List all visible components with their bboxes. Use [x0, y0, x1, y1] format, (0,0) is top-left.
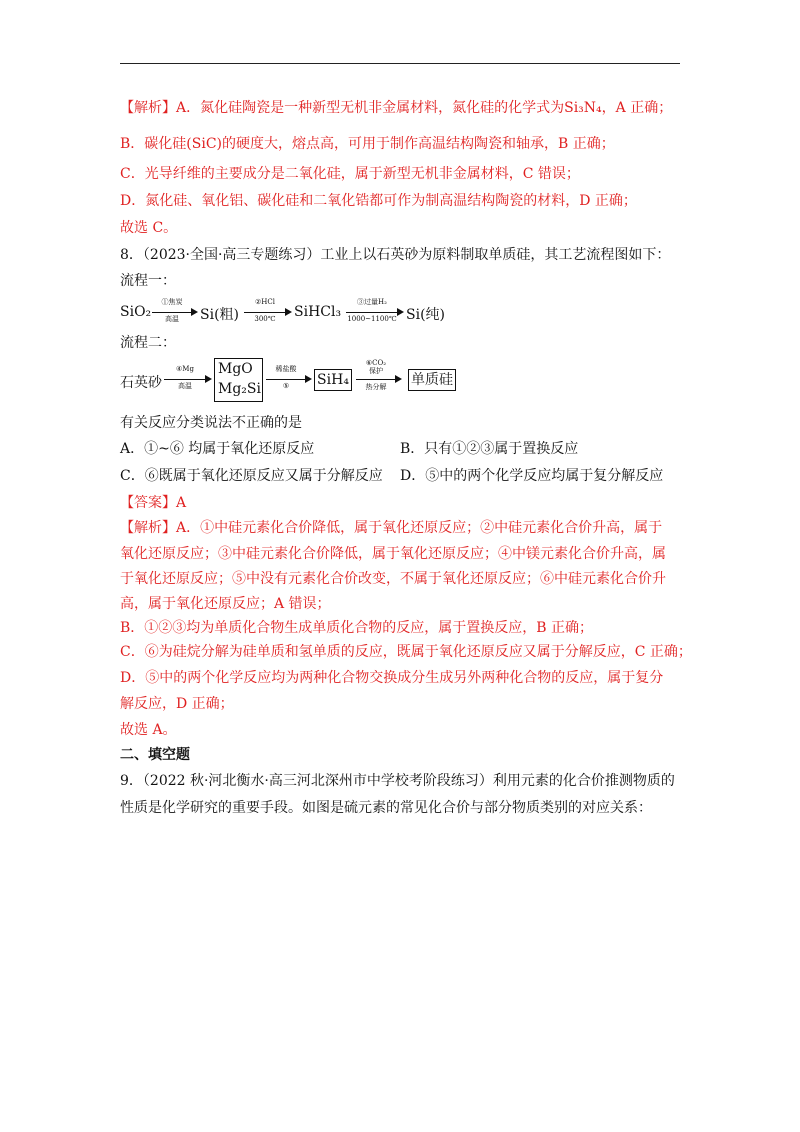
q8-option-c: C．⑥既属于氧化还原反应又属于分解反应	[120, 468, 383, 484]
q7-analysis-line-3: C．光导纤维的主要成分是二氧化硅，属于新型无机非金属材料，C 错误；	[120, 166, 580, 182]
flow2-arrow-3-gas: ⑥CO₂	[365, 359, 387, 367]
flow1-arrow-3-temp: 1000~1100℃	[347, 315, 397, 323]
flow1-arrow-3-condition: ③过量H₂	[357, 298, 387, 306]
q8-question: 有关反应分类说法不正确的是	[120, 415, 302, 431]
flow2-box1-line1: MgO	[218, 361, 253, 377]
q8-option-d: D．⑤中的两个化学反应均属于复分解反应	[400, 468, 664, 484]
flow2-label: 流程二：	[120, 335, 176, 351]
q8-analysis-line-2: 氧化还原反应；③中硅元素化合价降低，属于氧化还原反应；④中镁元素化合价升高，属	[120, 546, 666, 562]
flow1-node-sihcl3: SiHCl₃	[294, 304, 342, 320]
flow2-box-sih4: SiH₄	[314, 369, 352, 391]
flow2-arrow-3-decompose: 热分解	[365, 383, 387, 391]
header-rule	[120, 63, 680, 64]
q8-analysis-line-3: 于氧化还原反应；⑤中没有元素化合价改变，不属于氧化还原反应；⑥中硅元素化合价升	[120, 571, 666, 587]
q8-analysis-line-9: 故选 A。	[120, 722, 177, 738]
q9-line-2: 性质是化学研究的重要手段。如图是硫元素的常见化合价与部分物质类别的对应关系：	[120, 800, 652, 816]
q8-option-a: A．①~⑥ 均属于氧化还原反应	[120, 441, 315, 457]
section-title-fill-in: 二、填空题	[120, 747, 190, 763]
flow2-arrow-1-reagent: ④Mg	[176, 365, 194, 373]
flow1-arrow-2-temp: 300℃	[254, 315, 276, 323]
flow1-arrow-2	[244, 298, 292, 328]
flow1-arrow-1	[152, 298, 198, 328]
q8-analysis-line-6: C．⑥为硅烷分解为硅单质和氢单质的反应，既属于氧化还原反应又属于分解反应，C 正确；	[120, 644, 692, 660]
q7-analysis-line-2: B．碳化硅(SiC)的硬度大，熔点高，可用于制作高温结构陶瓷和轴承，B 正确；	[120, 136, 615, 152]
q8-analysis-line-7: D．⑤中的两个化学反应均为两种化合物交换成分生成另外两种化合物的反应，属于复分	[120, 670, 664, 686]
flow2-arrow-2-reagent: 稀盐酸	[275, 365, 297, 373]
process-flow-1	[120, 298, 520, 328]
process-flow-2	[120, 358, 520, 404]
q9-line-1: 9．（2022 秋·河北衡水·高三河北深州市中学校考阶段练习）利用元素的化合价推测物质的	[120, 773, 675, 789]
flow1-arrow-1-temp: 高温	[165, 315, 179, 323]
q8-analysis-line-4: 高，属于氧化还原反应；A 错误；	[120, 596, 331, 612]
flow2-node-quartz-sand: 石英砂	[120, 375, 162, 391]
flow2-box-mgo-mg2si	[214, 358, 263, 402]
flow1-node-pure-si: Si(纯)	[406, 307, 445, 323]
flow2-arrow-3-protect: 保护	[369, 367, 383, 375]
q7-analysis-line-5: 故选 C。	[120, 220, 178, 236]
flow2-arrow-1-temp: 高温	[178, 382, 192, 390]
flow2-arrow-2-step: ⑤	[282, 382, 290, 390]
q8-options-row-1	[120, 440, 579, 458]
flow1-node-sio2: SiO₂	[120, 304, 152, 320]
q8-answer: 【答案】A	[120, 495, 187, 511]
q7-analysis-line-1: 【解析】A．氮化硅陶瓷是一种新型无机非金属材料，氮化硅的化学式为Si₃N₄，A 正确；	[120, 100, 673, 116]
q8-stem: 8．（2023·全国·高三专题练习）工业上以石英砂为原料制取单质硅，其工艺流程图如下：	[120, 247, 671, 263]
flow2-box-elemental-si: 单质硅	[408, 369, 456, 391]
q8-analysis-line-8: 解反应，D 正确；	[120, 696, 234, 712]
q7-analysis-line-4: D．氮化硅、氧化铝、碳化硅和二氧化锆都可作为制高温结构陶瓷的材料，D 正确；	[120, 193, 637, 209]
flow2-box1-line2: Mg₂Si	[218, 381, 261, 397]
flow2-arrow-3	[356, 359, 402, 399]
flow2-arrow-2	[266, 365, 312, 395]
flow1-arrow-3	[346, 298, 404, 328]
q8-options-row-2	[120, 467, 664, 485]
flow1-node-crude-si: Si(粗)	[200, 307, 239, 323]
q8-analysis-line-5: B．①②③均为单质化合物生成单质化合物的反应，属于置换反应，B 正确；	[120, 620, 594, 636]
flow1-label: 流程一：	[120, 273, 176, 289]
flow1-arrow-2-condition: ②HCl	[255, 298, 275, 306]
flow2-arrow-1	[164, 365, 212, 395]
flow1-arrow-1-condition: ①焦炭	[161, 298, 183, 306]
q8-analysis-line-1: 【解析】A．①中硅元素化合价降低，属于氧化还原反应；②中硅元素化合价升高，属于	[120, 520, 663, 536]
q8-option-b: B．只有①②③属于置换反应	[400, 441, 579, 457]
